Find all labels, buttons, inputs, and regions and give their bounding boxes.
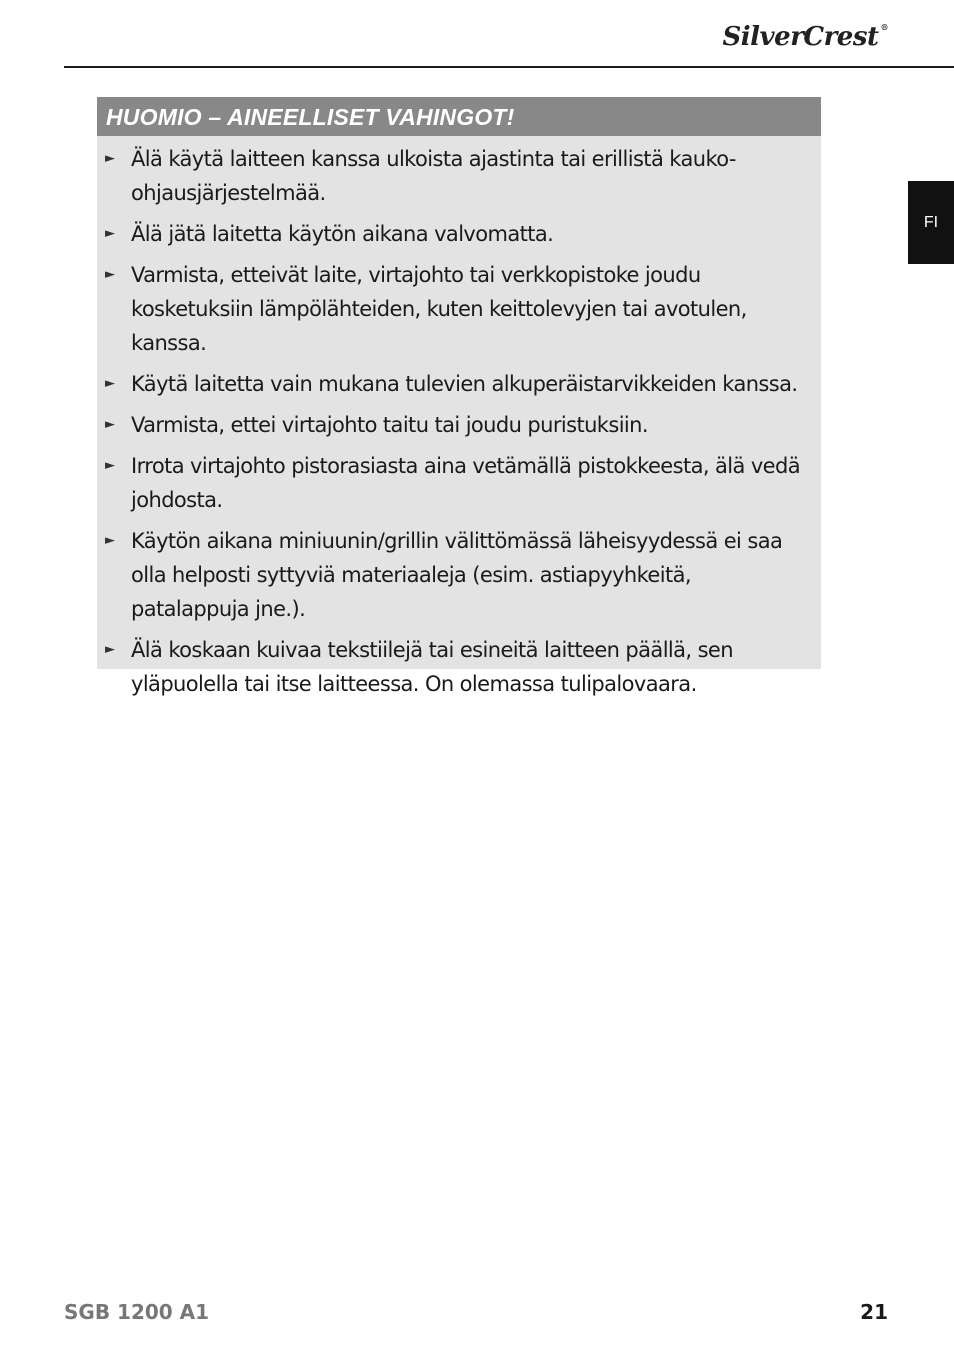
language-tab [908, 181, 954, 264]
warning-item [105, 142, 813, 210]
warning-item [105, 367, 813, 401]
warning-item [105, 633, 813, 701]
warning-item [105, 524, 813, 626]
warning-box [97, 97, 821, 696]
warning-title: HUOMIO – AINEELLISET VAHINGOT! [97, 97, 821, 136]
triangle-bullet-icon: ► [105, 151, 115, 166]
warning-list [97, 136, 821, 701]
warning-item [105, 217, 813, 251]
registered-mark: ® [880, 22, 888, 32]
warning-item-text: Älä jätä laitetta käytön aikana valvomatta. [131, 222, 554, 246]
triangle-bullet-icon: ► [105, 533, 115, 548]
triangle-bullet-icon: ► [105, 267, 115, 282]
warning-item-text: Irrota virtajohto pistorasiasta aina vetämällä pistokkeesta, älä vedä johdosta. [131, 454, 800, 512]
triangle-bullet-icon: ► [105, 642, 115, 657]
warning-item [105, 258, 813, 360]
warning-item-text: Älä käytä laitteen kanssa ulkoista ajastinta tai erillistä kauko-ohjausjärjestelmää. [131, 147, 736, 205]
warning-item-text: Käytä laitetta vain mukana tulevien alkuperäistarvikkeiden kanssa. [131, 372, 798, 396]
header-divider [64, 66, 954, 68]
triangle-bullet-icon: ► [105, 458, 115, 473]
footer-model-number: SGB 1200 A1 [64, 1300, 210, 1324]
footer-page-number: 21 [860, 1300, 888, 1324]
triangle-bullet-icon: ► [105, 376, 115, 391]
warning-item [105, 449, 813, 517]
brand-logo-text: SilverCrest [722, 22, 879, 52]
warning-item-text: Varmista, etteivät laite, virtajohto tai verkkopistoke joudu kosketuksiin lämpölähteiden, kuten keittolevyjen tai avotulen, kanssa. [131, 263, 747, 355]
language-tab-label: FI [923, 213, 939, 231]
brand-logo [723, 22, 888, 52]
warning-item-text: Älä koskaan kuivaa tekstiilejä tai esineitä laitteen päällä, sen yläpuolella tai itse laitteessa. On olemassa tulipalovaara. [131, 638, 733, 696]
warning-item-text: Varmista, ettei virtajohto taitu tai joudu puristuksiin. [131, 413, 648, 437]
warning-item-text: Käytön aikana miniuunin/grillin välittömässä läheisyydessä ei saa olla helposti syttyviä materiaaleja (esim. astiapyyhkeitä, patalappuja jne.). [131, 529, 783, 621]
triangle-bullet-icon: ► [105, 226, 115, 241]
warning-item [105, 408, 813, 442]
triangle-bullet-icon: ► [105, 417, 115, 432]
